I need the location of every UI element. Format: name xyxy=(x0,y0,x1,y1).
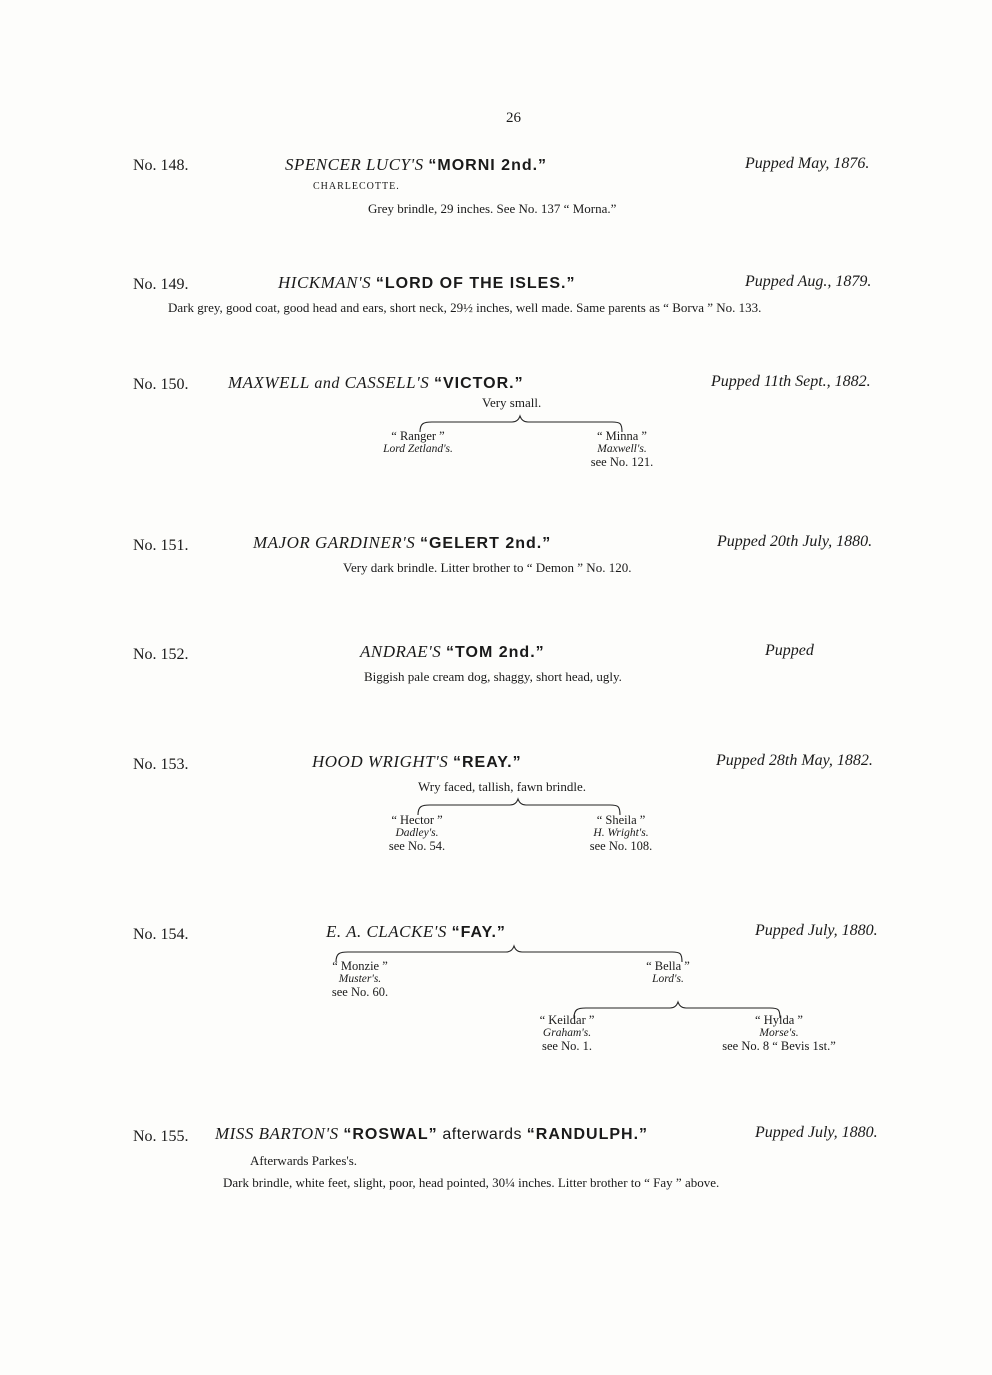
pupped-date: Pupped 28th May, 1882. xyxy=(716,752,873,769)
owner-label: HOOD WRIGHT'S xyxy=(312,752,449,771)
dog-name: “ROSWAL” xyxy=(343,1126,438,1143)
owner-and: and xyxy=(314,375,340,392)
dog-name: “VICTOR.” xyxy=(433,375,524,392)
entry-number: No. 153. xyxy=(133,756,189,773)
description: Biggish pale cream dog, shaggy, short head, ugly. xyxy=(364,669,622,684)
dam-owner: Maxwell's. xyxy=(597,443,647,455)
dam xyxy=(616,960,720,986)
sire-name: “ Hector ” xyxy=(391,813,443,827)
dam-dam-owner: Morse's. xyxy=(759,1027,799,1039)
dam-sire-owner: Graham's. xyxy=(542,1027,592,1039)
entry-number: No. 150. xyxy=(133,376,189,393)
afterwards-word: afterwards xyxy=(442,1126,523,1143)
dam-owner: Lord's. xyxy=(652,973,684,985)
owner-label: MISS BARTON'S xyxy=(215,1124,339,1143)
entry-number: No. 151. xyxy=(133,537,189,554)
dog-name: “GELERT 2nd.” xyxy=(419,535,552,552)
sire-name: “ Ranger ” xyxy=(391,429,445,443)
dog-name: “MORNI 2nd.” xyxy=(428,157,548,174)
dog-name: “TOM 2nd.” xyxy=(446,644,545,661)
owner-label: MAJOR GARDINER'S xyxy=(253,533,416,552)
dam-dam xyxy=(706,1014,852,1053)
pupped-date: Pupped 11th Sept., 1882. xyxy=(711,373,871,390)
owner-label: SPENCER LUCY'S xyxy=(285,155,424,174)
entry-number: No. 155. xyxy=(133,1128,189,1145)
dam-name: “ Bella ” xyxy=(646,959,690,973)
pupped-date: Pupped July, 1880. xyxy=(755,922,878,939)
dog-name: “FAY.” xyxy=(451,924,506,941)
dog-name: “REAY.” xyxy=(452,754,522,771)
dog-name: “LORD OF THE ISLES.” xyxy=(375,275,576,292)
pupped-date: Pupped July, 1880. xyxy=(755,1124,878,1141)
sire-ref: see No. 54. xyxy=(388,839,446,853)
dam-sire xyxy=(515,1014,619,1053)
dam-ref: see No. 108. xyxy=(589,839,653,853)
description: Grey brindle, 29 inches. See No. 137 “ Morna.” xyxy=(368,201,617,216)
note: Afterwards Parkes's. xyxy=(250,1153,358,1168)
page-number: 26 xyxy=(506,110,521,126)
owner-label-a: MAXWELL xyxy=(228,373,310,392)
dam-name: “ Minna ” xyxy=(597,429,647,443)
description: Very dark brindle. Litter brother to “ Demon ” No. 120. xyxy=(343,560,632,575)
dam-dam-name: “ Hylda ” xyxy=(755,1013,803,1027)
description: Wry faced, tallish, fawn brindle. xyxy=(418,779,587,794)
entry-number: No. 152. xyxy=(133,646,189,663)
pupped-date: Pupped 20th July, 1880. xyxy=(717,533,873,550)
owner-name xyxy=(215,1124,648,1144)
dam-sire-name: “ Keildar ” xyxy=(539,1013,595,1027)
owner-label: HICKMAN'S xyxy=(278,273,372,292)
dam-dam-ref: see No. 8 “ Bevis 1st.” xyxy=(722,1039,836,1053)
dam-ref: see No. 121. xyxy=(590,455,654,469)
pupped-date: Pupped Aug., 1879. xyxy=(745,273,872,290)
sire-name: “ Monzie ” xyxy=(332,959,388,973)
description: Dark grey, good coat, good head and ears, short neck, 29½ inches, well made. Same parents as “ Borva ” No. 133. xyxy=(168,300,762,315)
dam-name: “ Sheila ” xyxy=(596,813,646,827)
description: Very small. xyxy=(482,395,542,410)
entry-number: No. 148. xyxy=(133,157,189,174)
description: Dark brindle, white feet, slight, poor, head pointed, 30¼ inches. Litter brother to “ Fay ” above. xyxy=(223,1175,720,1190)
sire-owner: Dadley's. xyxy=(395,827,439,839)
owner-label: ANDRAE'S xyxy=(360,642,442,661)
dog-name-2: “RANDULPH.” xyxy=(526,1126,649,1143)
dam-owner: H. Wright's. xyxy=(593,827,649,839)
pupped-date: Pupped May, 1876. xyxy=(745,155,870,172)
owner-label-b: CASSELL'S xyxy=(344,373,430,392)
entry-number: No. 154. xyxy=(133,926,189,943)
dam-sire-ref: see No. 1. xyxy=(542,1039,592,1053)
sire xyxy=(308,960,412,999)
sire-owner: Muster's. xyxy=(338,973,382,985)
place-name: CHARLECOTTE. xyxy=(313,181,400,192)
pupped-date: Pupped xyxy=(765,642,814,659)
sire-ref: see No. 60. xyxy=(331,985,389,999)
owner-label: E. A. CLACKE'S xyxy=(326,922,447,941)
entry-number: No. 149. xyxy=(133,276,189,293)
sire-owner: Lord Zetland's. xyxy=(383,443,453,455)
